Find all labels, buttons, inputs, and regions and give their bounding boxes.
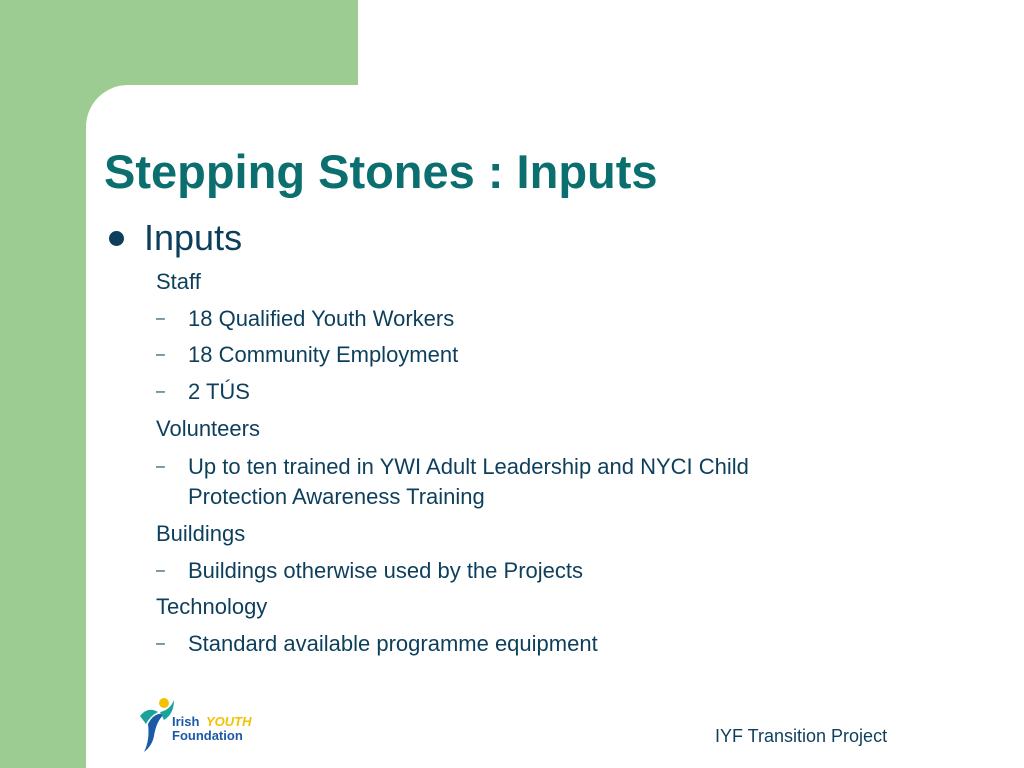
bullet-dot bbox=[109, 231, 124, 246]
slide-title: Stepping Stones : Inputs bbox=[104, 145, 658, 198]
dash-bullet: – bbox=[156, 310, 165, 327]
list-item-text: 2 TÚS bbox=[188, 379, 250, 404]
list-item bbox=[156, 629, 598, 659]
irish-youth-foundation-logo bbox=[134, 692, 264, 754]
section-heading-technology: Technology bbox=[156, 594, 268, 619]
list-item bbox=[156, 340, 458, 370]
list-item-text: Standard available programme equipment bbox=[188, 631, 598, 656]
top-right-background bbox=[358, 0, 1024, 85]
dash-bullet: – bbox=[156, 458, 165, 475]
logo-word-foundation: Foundation bbox=[172, 728, 243, 743]
section-heading-volunteers: Volunteers bbox=[156, 416, 260, 441]
dash-bullet: – bbox=[156, 383, 165, 400]
list-item bbox=[156, 304, 454, 334]
bullet-text: Inputs bbox=[144, 217, 243, 258]
dash-bullet: – bbox=[156, 562, 165, 579]
section-heading-staff: Staff bbox=[156, 269, 201, 294]
footer-text: IYF Transition Project bbox=[715, 726, 888, 746]
list-item-text: 18 Community Employment bbox=[188, 342, 459, 367]
logo-figure-icon bbox=[140, 698, 174, 752]
list-item-continuation: Protection Awareness Training bbox=[188, 484, 485, 509]
dash-bullet: – bbox=[156, 346, 165, 363]
list-item-text: Up to ten trained in YWI Adult Leadership and NYCI Child bbox=[188, 454, 749, 479]
list-item bbox=[156, 556, 583, 586]
list-item-text: 18 Qualified Youth Workers bbox=[188, 306, 455, 331]
section-heading-buildings: Buildings bbox=[156, 521, 246, 546]
list-item-text: Buildings otherwise used by the Projects bbox=[188, 558, 583, 583]
list-item bbox=[156, 377, 250, 407]
level1-bullet bbox=[104, 217, 242, 259]
logo-word-irish: Irish bbox=[172, 714, 200, 729]
dash-bullet: – bbox=[156, 635, 165, 652]
list-item bbox=[156, 452, 749, 482]
logo-word-youth: YOUTH bbox=[206, 714, 252, 729]
